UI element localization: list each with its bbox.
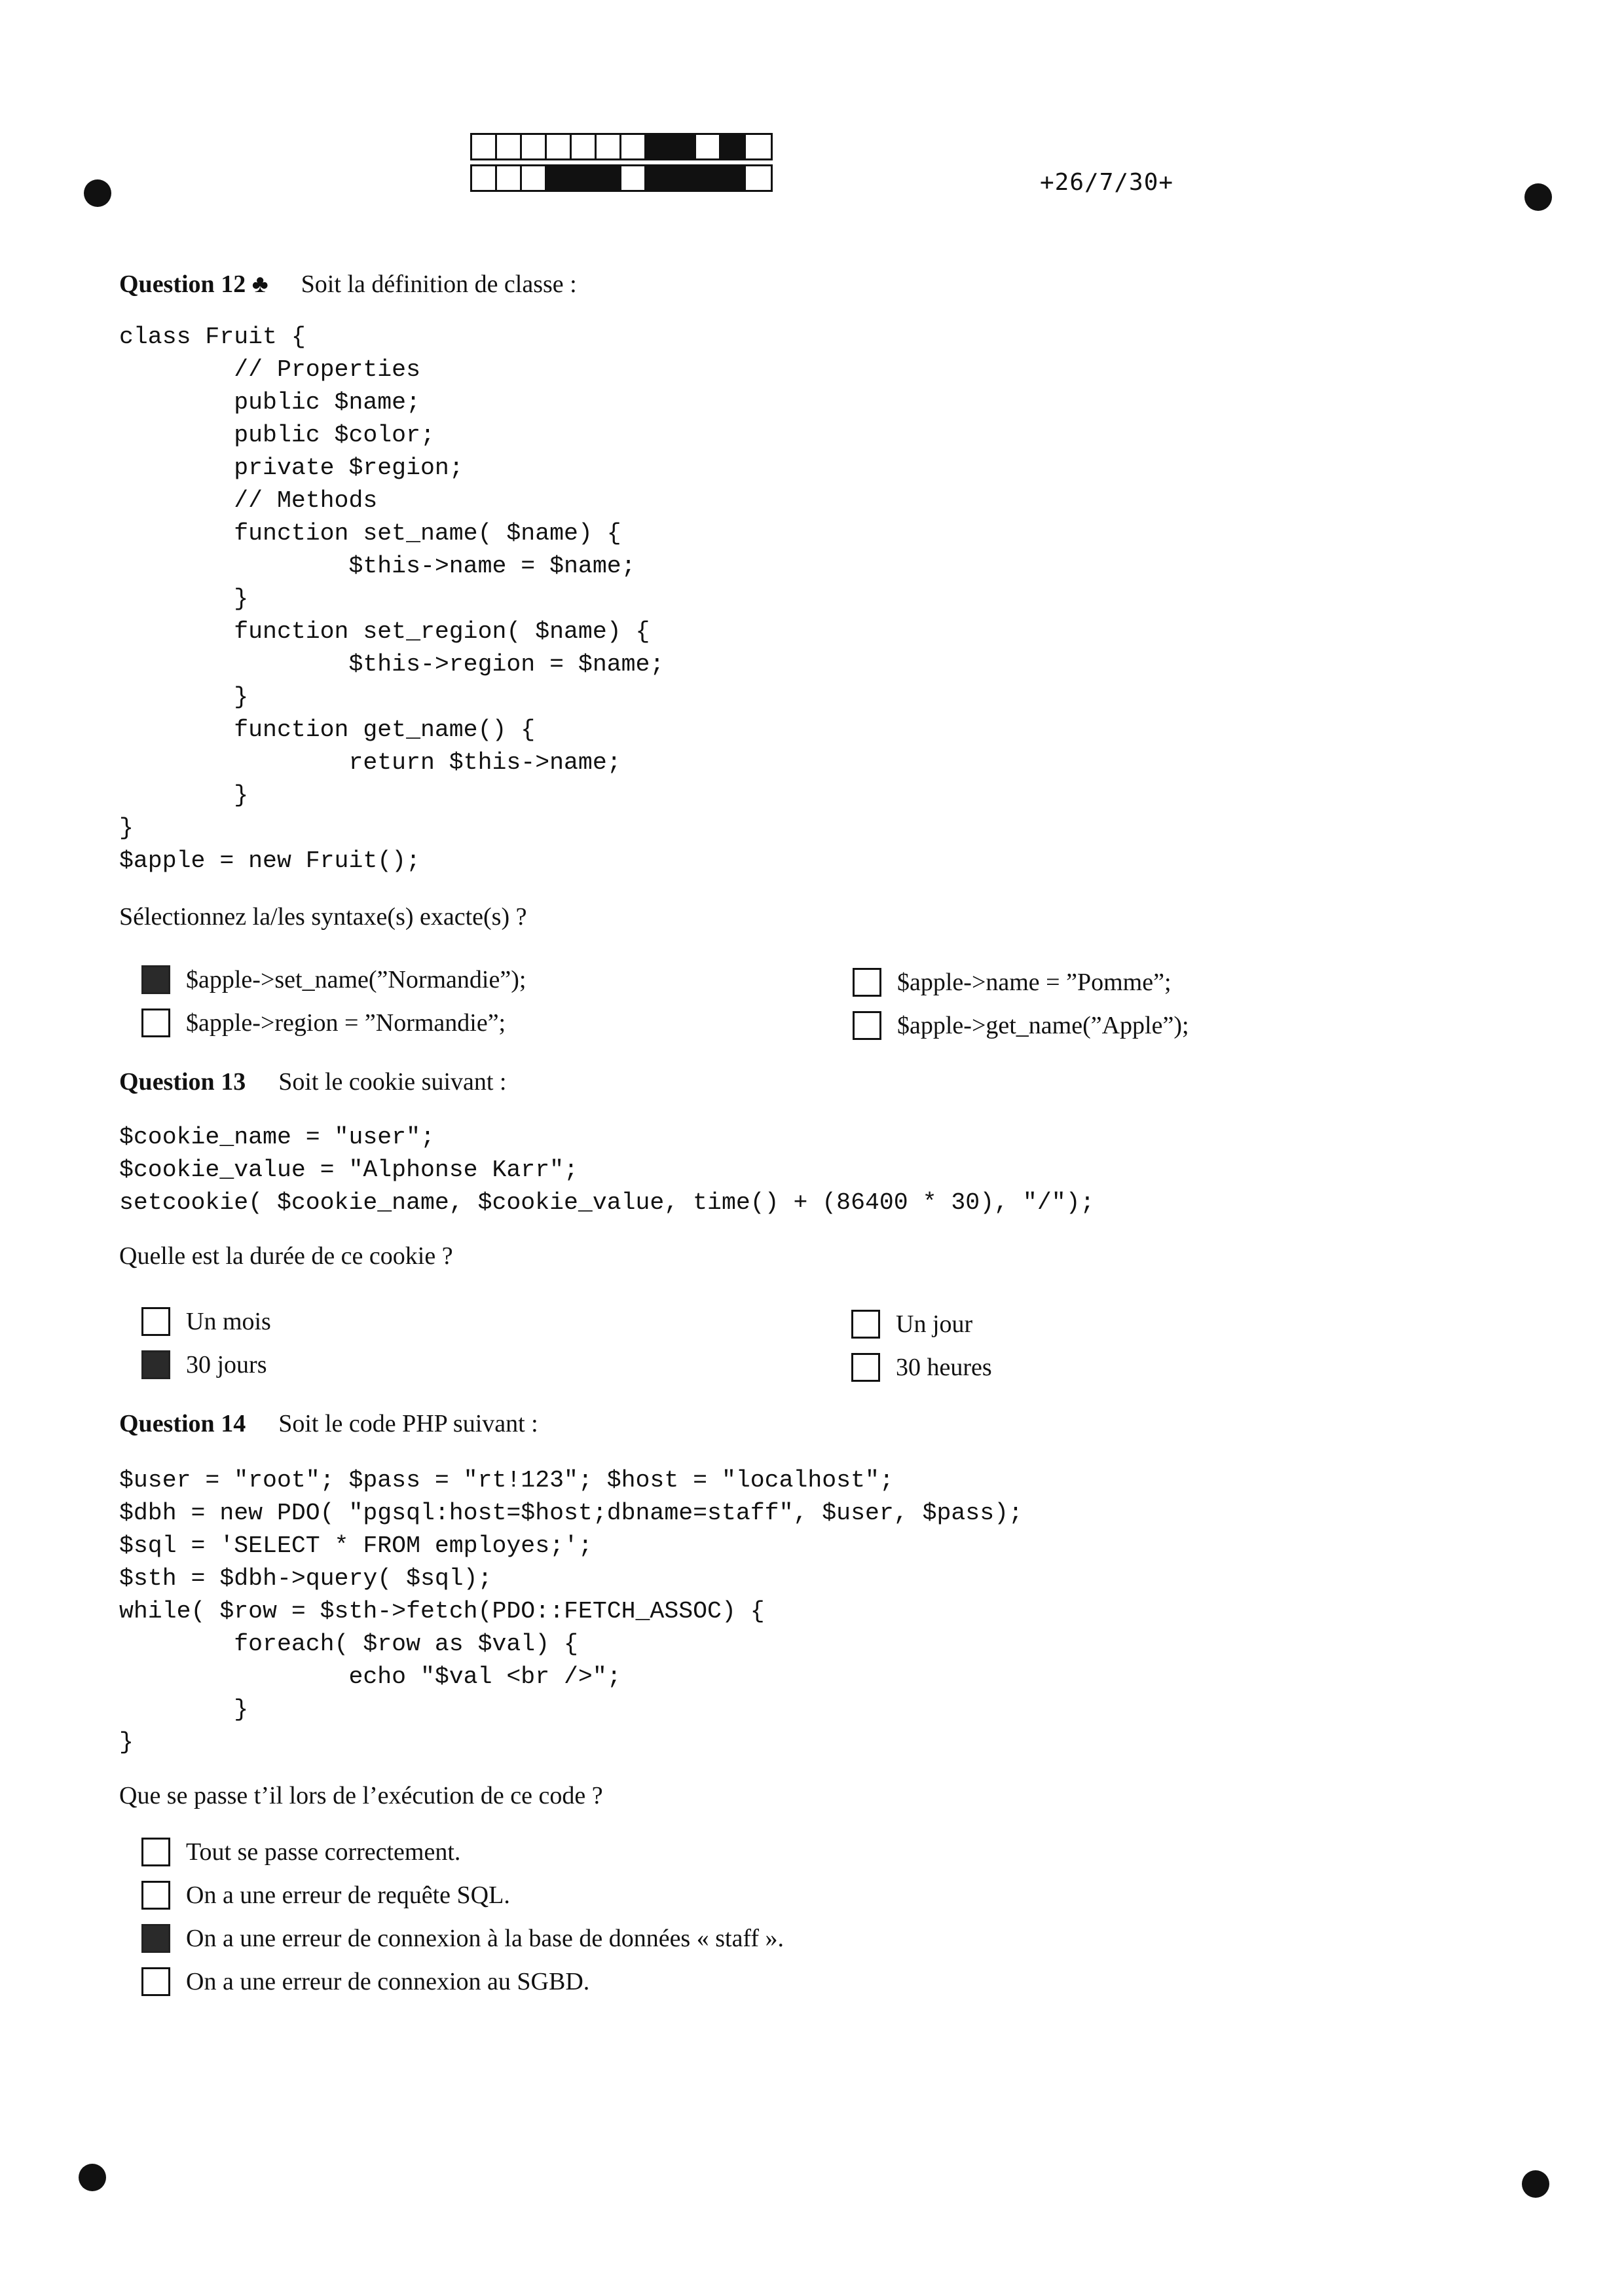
barcode-cell	[572, 135, 597, 158]
question-14-header	[119, 1409, 538, 1438]
barcode-cell	[547, 166, 572, 190]
q13-option-1[interactable]	[141, 1307, 271, 1336]
corner-mark-top-left	[84, 179, 111, 207]
question-14-text: Soit le code PHP suivant :	[278, 1410, 538, 1437]
checkbox[interactable]	[141, 1881, 170, 1910]
barcode-cell	[696, 166, 721, 190]
q12-option-2[interactable]	[141, 1009, 506, 1037]
checkbox[interactable]	[851, 1353, 880, 1382]
barcode-cell	[671, 135, 696, 158]
q12-option-1[interactable]	[141, 965, 526, 994]
barcode-cell	[597, 135, 621, 158]
checkbox[interactable]	[141, 1009, 170, 1037]
checkbox[interactable]	[853, 968, 881, 997]
q14-option-2[interactable]	[141, 1881, 510, 1910]
barcode-cell	[746, 166, 771, 190]
question-12-code: class Fruit { // Properties public $name; public $color; private $region; // Methods function set_name( $name) { $this->name = $name; } function set_region( $name) { $this->region = $name; } function get_name() { return $this->name; } } $apple = new Fruit();	[119, 324, 665, 874]
barcode-cell	[746, 135, 771, 158]
barcode-cell	[597, 166, 621, 190]
question-12-header	[119, 270, 577, 299]
question-12-prompt: Sélectionnez la/les syntaxe(s) exacte(s) ?	[119, 903, 527, 931]
option-label: $apple->name = ”Pomme”;	[897, 969, 1172, 996]
q12-option-3[interactable]	[853, 968, 1172, 997]
barcode-cell	[497, 135, 522, 158]
barcode-cell	[671, 166, 696, 190]
question-13-header	[119, 1067, 507, 1096]
question-13-label: Question 13	[119, 1068, 246, 1096]
barcode-cell	[646, 166, 671, 190]
option-label: 30 heures	[896, 1354, 992, 1381]
barcode-cell	[497, 166, 522, 190]
barcode-cell	[621, 166, 646, 190]
barcode-row-2	[470, 164, 773, 192]
q14-option-4[interactable]	[141, 1967, 589, 1996]
q12-option-4[interactable]	[853, 1011, 1189, 1040]
checkbox[interactable]	[141, 965, 170, 994]
option-label: Tout se passe correctement.	[186, 1838, 461, 1866]
barcode-cell	[522, 135, 547, 158]
q14-option-3[interactable]	[141, 1924, 784, 1953]
barcode-cell	[646, 135, 671, 158]
checkbox[interactable]	[141, 1350, 170, 1379]
question-12-label: Question 12 ♣	[119, 270, 268, 298]
option-label: Un mois	[186, 1308, 271, 1335]
option-label: On a une erreur de connexion au SGBD.	[186, 1968, 590, 1995]
corner-mark-bottom-right	[1522, 2170, 1549, 2198]
option-label: $apple->region = ”Normandie”;	[186, 1009, 506, 1037]
barcode-cell	[696, 135, 721, 158]
checkbox[interactable]	[141, 1967, 170, 1996]
question-14-code: $user = "root"; $pass = "rt!123"; $host = "localhost"; $dbh = new PDO( "pgsql:host=$host;dbname=staff", $user, $pass); $sql = 'SELECT * FROM employes;'; $sth = $dbh->query( $sql); while( $row = $sth->fetch(PDO::FETCH_ASSOC) { foreach( $row as $val) { echo "$val <br />"; } }	[119, 1467, 1023, 1756]
barcode-cell	[472, 135, 497, 158]
corner-mark-bottom-left	[79, 2164, 106, 2191]
question-13-text: Soit le cookie suivant :	[278, 1068, 507, 1096]
question-12-text: Soit la définition de classe :	[301, 270, 577, 298]
question-14-prompt: Que se passe t’il lors de l’exécution de ce code ?	[119, 1782, 603, 1809]
checkbox[interactable]	[141, 1838, 170, 1866]
q13-option-4[interactable]	[851, 1353, 992, 1382]
checkbox[interactable]	[141, 1307, 170, 1336]
option-label: On a une erreur de requête SQL.	[186, 1881, 510, 1909]
corner-mark-top-right	[1524, 183, 1552, 211]
option-label: 30 jours	[186, 1351, 267, 1379]
page-code: +26/7/30+	[1040, 169, 1174, 196]
option-label: $apple->get_name(”Apple”);	[897, 1012, 1189, 1039]
barcode-cell	[547, 135, 572, 158]
option-label: On a une erreur de connexion à la base de données « staff ».	[186, 1925, 784, 1952]
q13-option-3[interactable]	[851, 1310, 972, 1339]
barcode-row-1	[470, 133, 773, 160]
q14-option-1[interactable]	[141, 1838, 460, 1866]
question-13-prompt: Quelle est la durée de ce cookie ?	[119, 1242, 453, 1270]
checkbox[interactable]	[141, 1924, 170, 1953]
barcode-cell	[472, 166, 497, 190]
barcode-cell	[522, 166, 547, 190]
barcode-cell	[621, 135, 646, 158]
q13-option-2[interactable]	[141, 1350, 267, 1379]
question-13-code: $cookie_name = "user"; $cookie_value = "Alphonse Karr"; setcookie( $cookie_name, $cookie_value, time() + (86400 * 30), "/");	[119, 1124, 1095, 1216]
question-14-label: Question 14	[119, 1410, 246, 1437]
option-label: $apple->set_name(”Normandie”);	[186, 966, 526, 993]
option-label: Un jour	[896, 1310, 973, 1338]
checkbox[interactable]	[851, 1310, 880, 1339]
barcode-cell	[721, 135, 746, 158]
checkbox[interactable]	[853, 1011, 881, 1040]
barcode-cell	[572, 166, 597, 190]
barcode-cell	[721, 166, 746, 190]
